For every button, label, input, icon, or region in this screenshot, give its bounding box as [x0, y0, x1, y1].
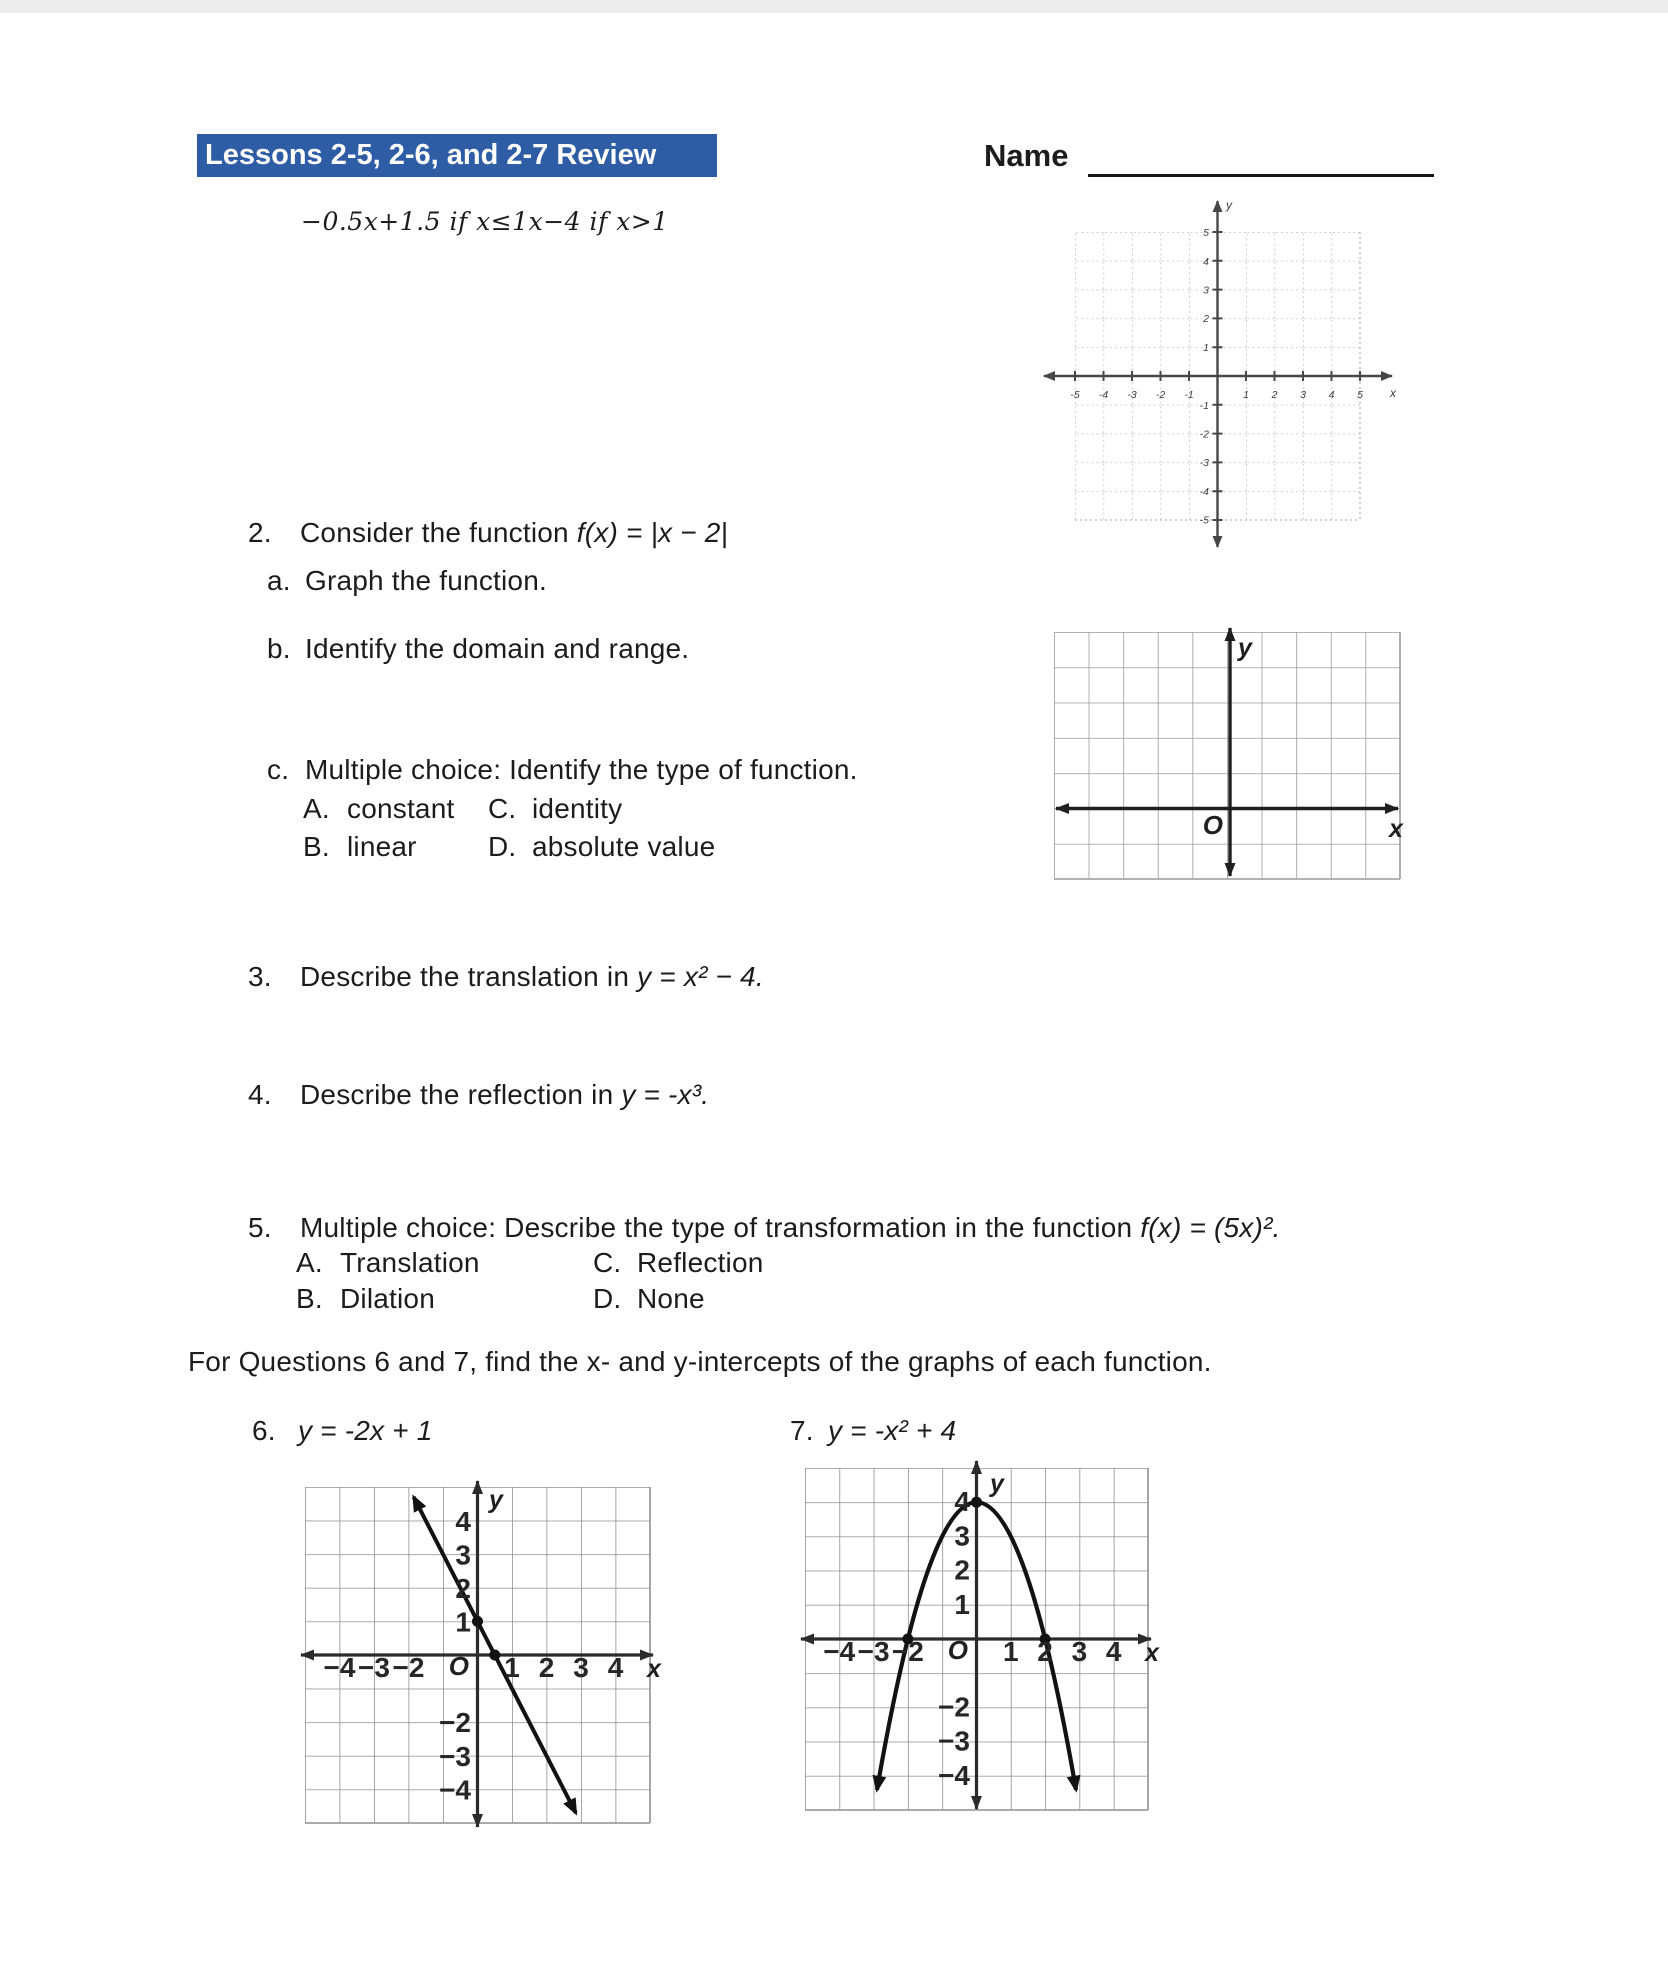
y-tick-label: −4: [938, 1759, 970, 1791]
question-4: [248, 1079, 709, 1111]
part-text: Identify the domain and range.: [305, 633, 690, 664]
y-tick-label: -4: [1199, 485, 1209, 498]
y-tick-label: 4: [455, 1506, 471, 1537]
x-tick-label: −2: [392, 1652, 425, 1683]
part-label: a.: [267, 565, 291, 596]
x-tick-label: 4: [607, 1652, 624, 1683]
x-tick-label: −3: [857, 1636, 890, 1667]
y-tick-label: 3: [1203, 284, 1209, 297]
questions-6-7-intro: For Questions 6 and 7, find the x- and y-intercepts of the graphs of each function.: [188, 1346, 1212, 1377]
option-text: absolute value: [532, 831, 716, 862]
y-tick-label: -2: [1199, 428, 1209, 441]
question-7-number: 7.: [790, 1415, 814, 1446]
x-tick-label: 3: [1300, 389, 1306, 401]
question-6-number: 6.: [252, 1415, 276, 1446]
option-text: constant: [347, 793, 455, 824]
x-tick-label: −4: [323, 1652, 356, 1683]
x-tick-label: 3: [573, 1652, 589, 1683]
y-tick-label: 2: [455, 1573, 471, 1604]
x-axis-letter: x: [1390, 386, 1396, 400]
question-2-math: f(x) = |x − 2|: [576, 517, 728, 548]
part-label: c.: [267, 754, 290, 785]
x-tick-label: 3: [1071, 1636, 1088, 1667]
y-tick-label: 1: [954, 1588, 970, 1620]
question-3-number: 3.: [248, 961, 272, 992]
q2-option-a: [303, 793, 454, 825]
origin-label: O: [1202, 810, 1223, 840]
x-tick-label: 2: [1037, 1636, 1053, 1667]
vertex-dot: [971, 1497, 982, 1508]
grid: [1054, 632, 1400, 879]
y-tick-label: 1: [455, 1606, 471, 1638]
q5-option-d: [593, 1283, 705, 1315]
option-text: Reflection: [637, 1247, 764, 1278]
part-text: Multiple choice: Identify the type of function.: [305, 754, 858, 785]
option-label: A.: [303, 793, 330, 824]
option-label: B.: [296, 1283, 323, 1314]
option-text: linear: [347, 831, 417, 862]
x-tick-label: -4: [1098, 389, 1109, 401]
option-text: Dilation: [340, 1283, 435, 1314]
q2-option-d: [488, 831, 715, 863]
y-tick-label: 4: [1203, 256, 1209, 268]
y-tick-label: 3: [455, 1539, 471, 1571]
y-intercept-dot: [472, 1616, 483, 1627]
y-axis-letter: y: [1226, 198, 1232, 212]
q5-option-c: [593, 1247, 764, 1279]
graph-q6-line: [298, 1478, 666, 1834]
question-5-text: Multiple choice: Describe the type of transformation in the function: [300, 1212, 1141, 1243]
x-tick-label: 2: [538, 1652, 555, 1683]
y-tick-label: 5: [1203, 227, 1209, 239]
q2-option-b: [303, 831, 417, 863]
x-axis-letter: x: [1145, 1639, 1159, 1667]
question-3-math: y = x² − 4.: [637, 961, 764, 992]
x-tick-label: -5: [1070, 389, 1080, 401]
part-label: b.: [267, 633, 291, 664]
y-tick-label: -1: [1199, 400, 1209, 412]
option-text: None: [637, 1283, 705, 1314]
y-tick-label: 2: [1203, 313, 1209, 325]
q5-option-a: [296, 1247, 480, 1279]
q2-option-c: [488, 793, 622, 825]
question-2-number: 2.: [248, 517, 272, 548]
y-tick-label: 1: [1203, 341, 1209, 354]
option-label: B.: [303, 831, 330, 862]
x-tick-label: -3: [1127, 389, 1137, 401]
question-3: [248, 961, 764, 993]
x-tick-label: 1: [504, 1652, 520, 1683]
option-text: identity: [532, 793, 623, 824]
x-tick-label: 2: [1271, 389, 1278, 401]
question-3-text: Describe the translation in: [300, 961, 638, 992]
x-intercept-dot: [489, 1650, 500, 1661]
y-axis-letter: y: [489, 1486, 503, 1514]
question-5: [248, 1212, 1281, 1244]
question-2a: [267, 565, 547, 597]
option-label: C.: [593, 1247, 622, 1278]
x-tick-label: 1: [1003, 1636, 1019, 1667]
question-2-text: Consider the function: [300, 517, 577, 548]
question-6-math: y = -2x + 1: [298, 1415, 433, 1446]
page-edge-strip: [0, 0, 1668, 13]
x-tick-label: 1: [1243, 389, 1249, 401]
y-tick-label: −3: [938, 1725, 970, 1757]
question-5-number: 5.: [248, 1212, 272, 1243]
y-tick-label: 3: [954, 1520, 970, 1552]
y-tick-label: −4: [439, 1774, 471, 1806]
part-text: Graph the function.: [305, 565, 547, 596]
option-label: D.: [593, 1283, 622, 1314]
origin-label: O: [448, 1651, 469, 1681]
q5-option-b: [296, 1283, 435, 1315]
question-4-text: Describe the reflection in: [300, 1079, 622, 1110]
x-tick-label: 4: [1105, 1636, 1122, 1667]
question-7: [790, 1415, 956, 1447]
option-label: A.: [296, 1247, 323, 1278]
question-2b: [267, 633, 689, 665]
x-tick-label: −4: [823, 1636, 856, 1667]
name-blank-line: [1088, 141, 1434, 177]
y-tick-label: −2: [938, 1691, 970, 1723]
option-label: C.: [488, 793, 517, 824]
x-axis-letter: x: [1389, 815, 1403, 843]
question-6: [252, 1415, 433, 1447]
graph-blank-dotted-grid: [1036, 185, 1400, 563]
y-tick-label: -5: [1199, 514, 1209, 527]
y-tick-label: 4: [954, 1486, 970, 1518]
y-tick-label: 2: [954, 1554, 970, 1586]
question-4-math: y = -x³.: [621, 1079, 710, 1110]
name-label: Name: [984, 138, 1069, 173]
question-2c: [267, 754, 858, 786]
x-axis-letter: x: [647, 1655, 661, 1683]
y-tick-label: -3: [1199, 457, 1209, 469]
y-tick-label: −2: [439, 1707, 471, 1739]
y-tick-label: −3: [439, 1740, 471, 1772]
graph-q7-parabola: [798, 1458, 1166, 1818]
x-tick-label: -1: [1184, 389, 1194, 401]
graph-blank-solid-grid: [1040, 618, 1412, 890]
question-4-number: 4.: [248, 1079, 272, 1110]
question-2: [248, 517, 728, 549]
question-7-math: y = -x² + 4: [828, 1415, 957, 1446]
question-5-math: f(x) = (5x)².: [1140, 1212, 1281, 1243]
origin-label: O: [947, 1635, 968, 1665]
x-tick-label: −2: [891, 1636, 924, 1667]
piecewise-function: −0.5x+1.5 if x≤1x−4 if x>1: [301, 207, 669, 236]
x-tick-label: 5: [1357, 389, 1363, 401]
option-text: Translation: [340, 1247, 480, 1278]
page-title: Lessons 2-5, 2-6, and 2-7 Review: [197, 134, 717, 177]
y-axis-letter: y: [990, 1470, 1004, 1498]
x-tick-label: −3: [358, 1652, 390, 1683]
x-tick-label: -2: [1155, 389, 1166, 401]
option-label: D.: [488, 831, 517, 862]
y-axis-letter: y: [1238, 634, 1252, 662]
x-tick-label: 4: [1328, 389, 1335, 401]
